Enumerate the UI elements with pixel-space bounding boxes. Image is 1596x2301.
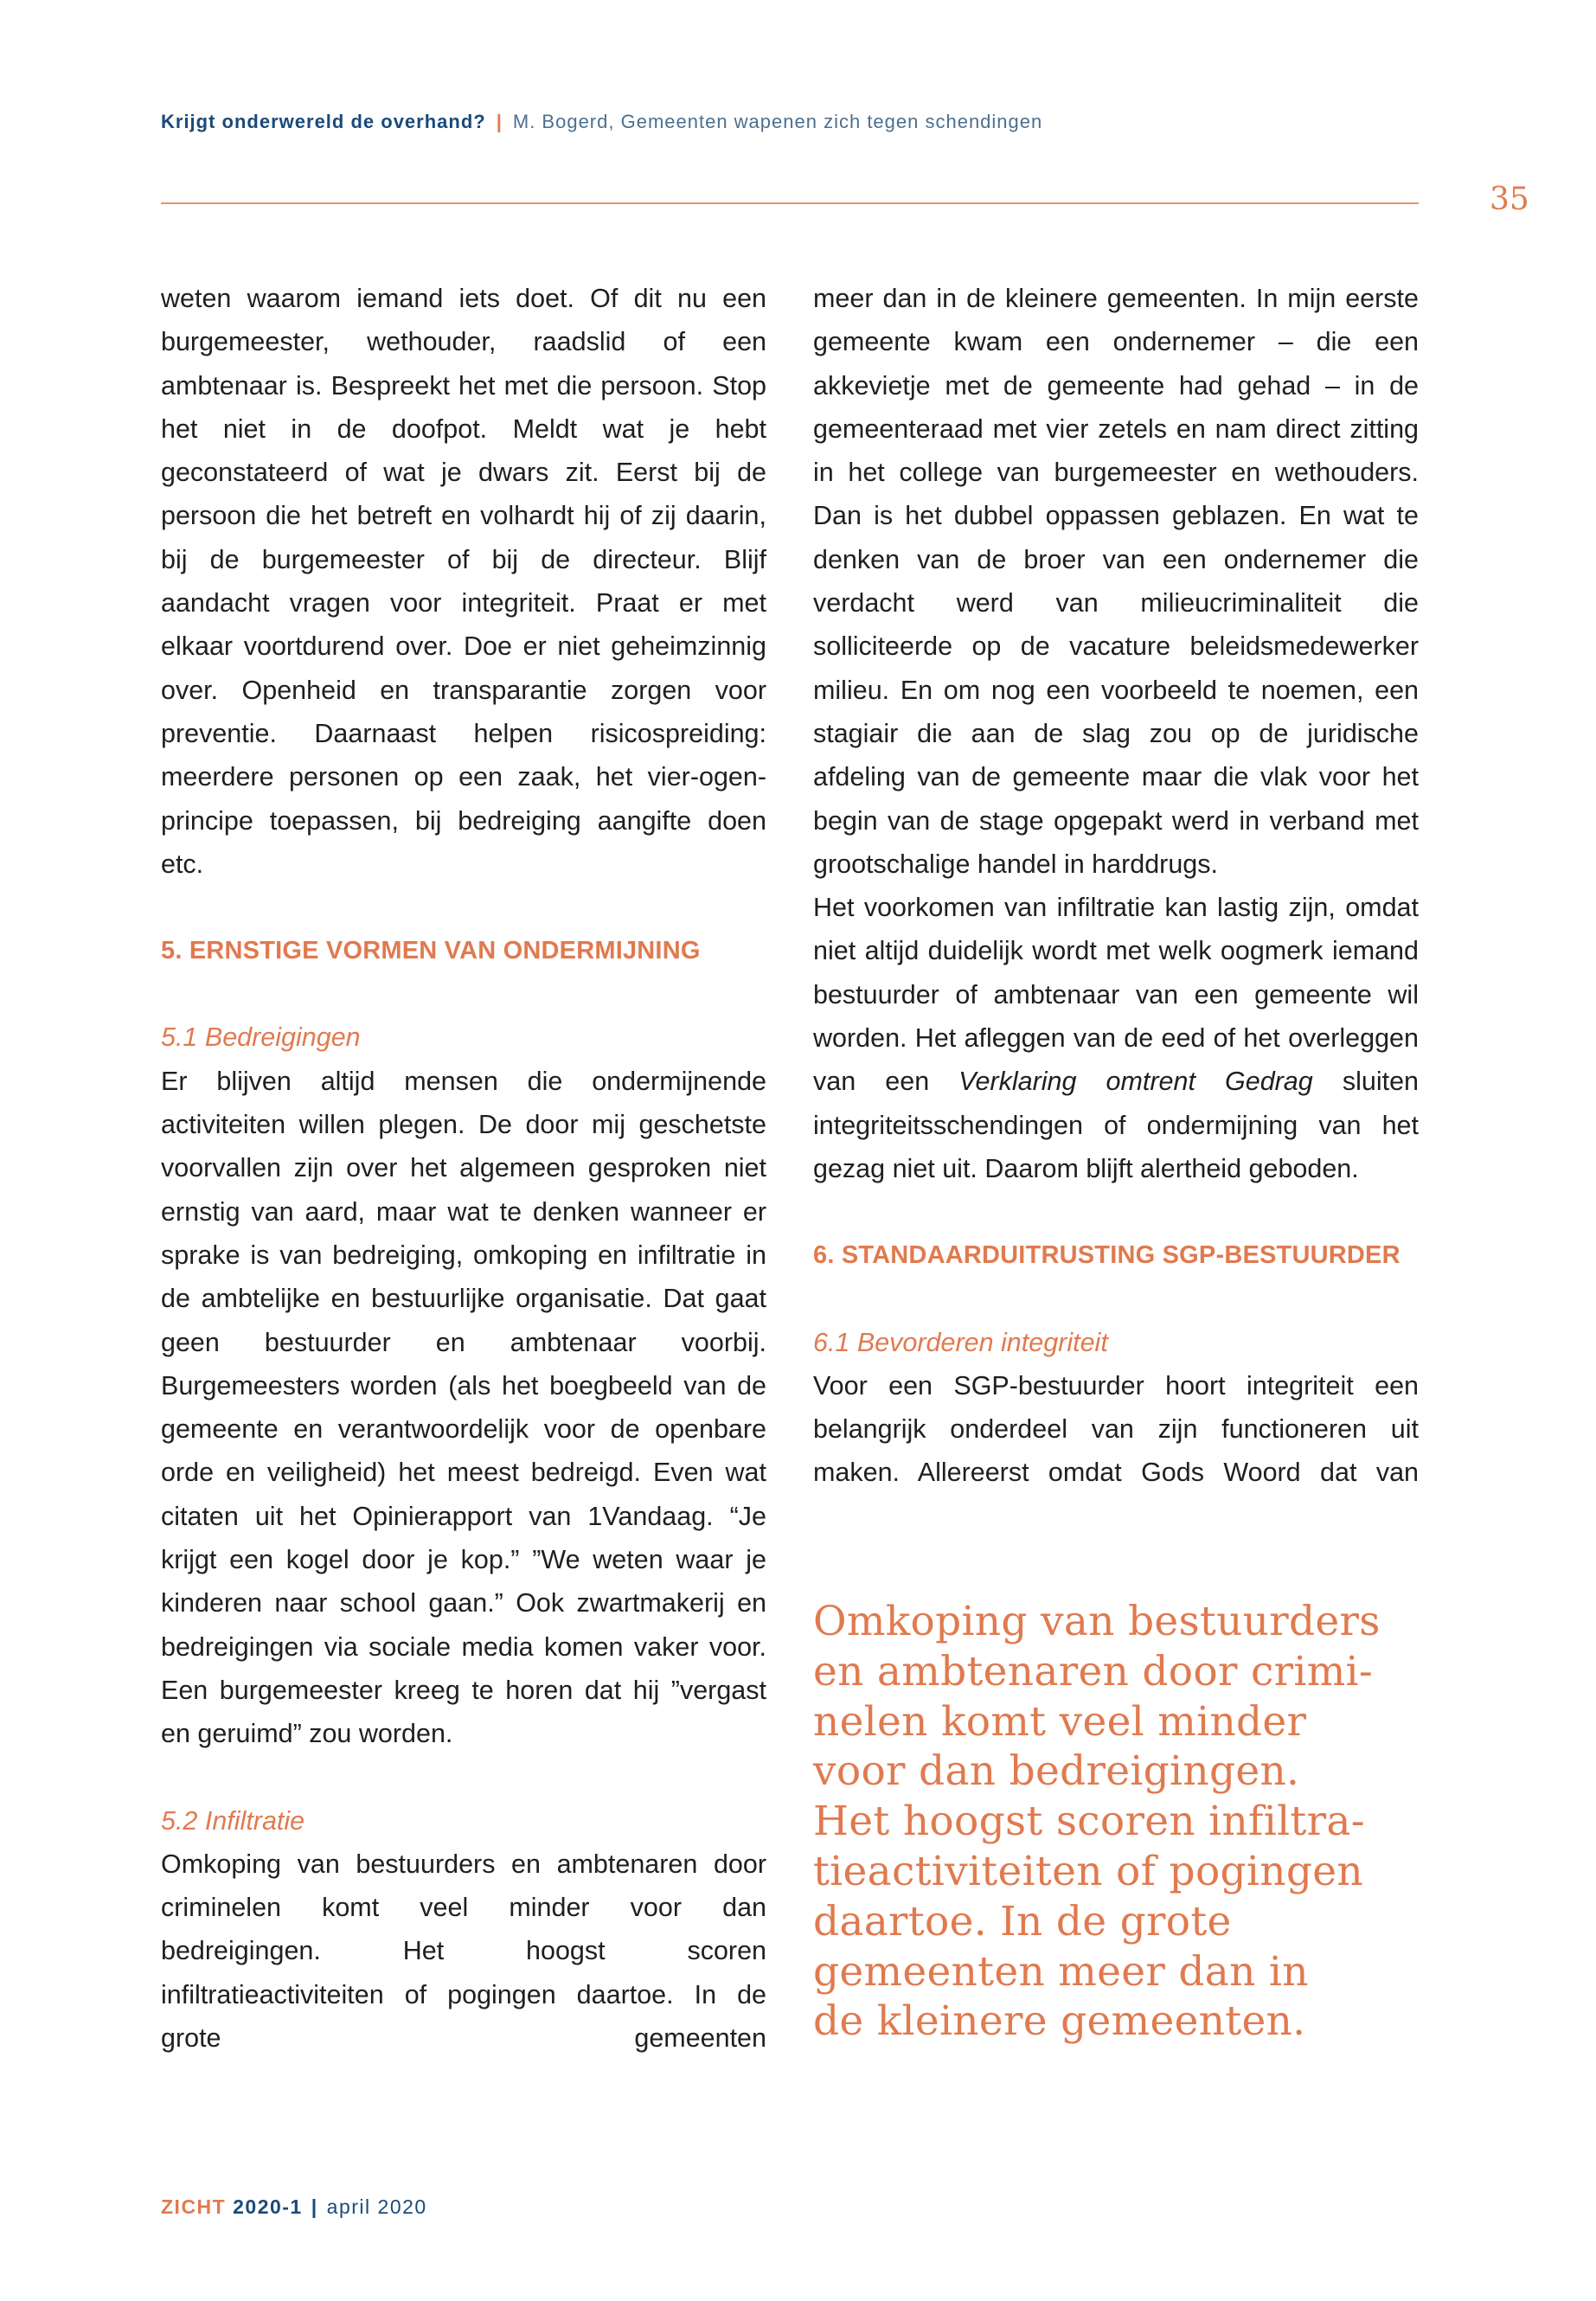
pull-quote-line: de kleinere gemeenten.	[813, 1997, 1306, 2046]
pull-quote-line: daartoe. In de grote	[813, 1897, 1232, 1945]
pull-quote	[813, 1597, 1401, 2047]
header-title: Krijgt onderwereld de overhand?	[161, 111, 486, 132]
body-paragraph: Omkoping van bestuurders en ambtenaren door criminelen komt veel minder voor dan bedreigingen. Het hoogst scoren infiltratieactiviteiten of pogingen daartoe. In de grote gemeenten	[161, 1849, 766, 2053]
footer-date: april 2020	[326, 2195, 427, 2218]
body-paragraph: weten waarom iemand iets doet. Of dit nu een burgemeester, wethouder, raadslid of een ambtenaar is. Bespreekt het met die persoon. Stop het niet in de doofpot. Meldt wat je hebt geconstateerd of wat je dwars zit. Eerst bij de persoon die het betreft en volhardt hij of zij daarin, bij de burgemeester of bij de directeur. Blijf aandacht vragen voor integriteit. Praat er met elkaar voortdurend over. Doe er niet geheimzinnig over. Openheid en transparantie zorgen voor preventie. Daarnaast helpen risicospreiding: meerdere personen op een zaak, het vier-ogen-principe toepassen, bij bedreiging aangifte doen etc.	[161, 284, 766, 879]
pull-quote-line: en ambtenaren door crimi-	[813, 1647, 1374, 1695]
section-heading: 6. STANDAARDUITRUSTING SGP-BESTUURDER	[813, 1241, 1401, 1270]
page-number: 35	[1490, 182, 1529, 217]
pull-quote-line: tieactiviteiten of pogingen	[813, 1847, 1363, 1895]
right-column	[813, 277, 1419, 1495]
left-column	[161, 277, 766, 2060]
pull-quote-line: Het hoogst scoren infiltra-	[813, 1798, 1365, 1846]
footer-magazine: ZICHT	[161, 2195, 227, 2218]
pull-quote-line: voor dan bedreigingen.	[813, 1747, 1300, 1796]
pull-quote-line: nelen komt veel minder	[813, 1697, 1307, 1746]
header-rule	[161, 202, 1419, 204]
header-separator: |	[496, 111, 503, 132]
footer-separator: |	[311, 2195, 318, 2218]
subheading: 5.1 Bedreigingen	[161, 1022, 361, 1053]
body-paragraph: Voor een SGP-bestuurder hoort integriteit een belangrijk onderdeel van zijn functioneren uit maken. Allereerst omdat Gods Woord dat van	[813, 1370, 1419, 1488]
header-subtitle: M. Bogerd, Gemeenten wapenen zich tegen schendingen	[512, 111, 1043, 132]
body-paragraph: Er blijven altijd mensen die ondermijnende activiteiten willen plegen. De door mij geschetste voorvallen zijn over het algemeen gesproken niet ernstig van aard, maar wat te denken wanneer er sprake is van bedreiging, omkoping en infiltratie in de ambtelijke en bestuurlijke organisatie. Dat gaat geen bestuurder en ambtenaar voorbij. Burgemeesters worden (als het boegbeeld van de gemeente en verantwoordelijk voor de openbare orde en veiligheid) het meest bedreigd. Even wat citaten uit het Opinierapport van 1Vandaag. “Je krijgt een kogel door je kop.” ”We weten waar je kinderen naar school gaan.” Ook zwartmakerij en bedreigingen via sociale media komen vaker voor. Een burgemeester kreeg te horen dat hij ”vergast en geruimd” zou worden.	[161, 1066, 766, 1749]
subheading: 5.2 Infiltratie	[161, 1805, 305, 1836]
running-header	[161, 111, 1042, 133]
paragraph-spacer	[161, 1756, 766, 1799]
paragraph-text: Het voorkomen van infiltratie kan lastig zijn, omdat niet altijd duidelijk wordt met welk oogmerk iemand bestuurder of ambtenaar van een gemeente wil worden. Het afleggen van de eed of het overleggen van een	[813, 893, 1419, 1097]
pull-quote-line: Omkoping van bestuurders	[813, 1598, 1381, 1645]
footer	[161, 2195, 427, 2219]
body-paragraph	[813, 886, 1419, 1190]
section-heading: 5. ERNSTIGE VORMEN VAN ONDERMIJNING	[161, 937, 701, 965]
italic-term: Verklaring omtrent Gedrag	[958, 1067, 1313, 1097]
subheading: 6.1 Bevorderen integriteit	[813, 1327, 1108, 1357]
footer-issue: 2020-1	[233, 2195, 303, 2218]
paragraph-text: sluiten integriteitsschendingen of ondermijning van het gezag niet uit. Daarom blijft alertheid geboden.	[813, 1067, 1420, 1183]
pull-quote-line: gemeenten meer dan in	[813, 1947, 1309, 1996]
body-paragraph: meer dan in de kleinere gemeenten. In mijn eerste gemeente kwam een ondernemer – die een akkevietje met de gemeente had gehad – in de gemeenteraad met vier zetels en nam direct zitting in het college van burgemeester en wethouders. Dan is het dubbel oppassen geblazen. En wat te denken van de broer van een ondernemer die verdacht werd van milieucriminaliteit die solliciteerde op de vacature beleidsmedewerker milieu. En om nog een voorbeeld te noemen, een stagiair die aan de slag zou op de juridische afdeling van de gemeente maar die vlak voor het begin van de stage opgepakt werd in verband met grootschalige handel in harddrugs.	[813, 284, 1419, 879]
